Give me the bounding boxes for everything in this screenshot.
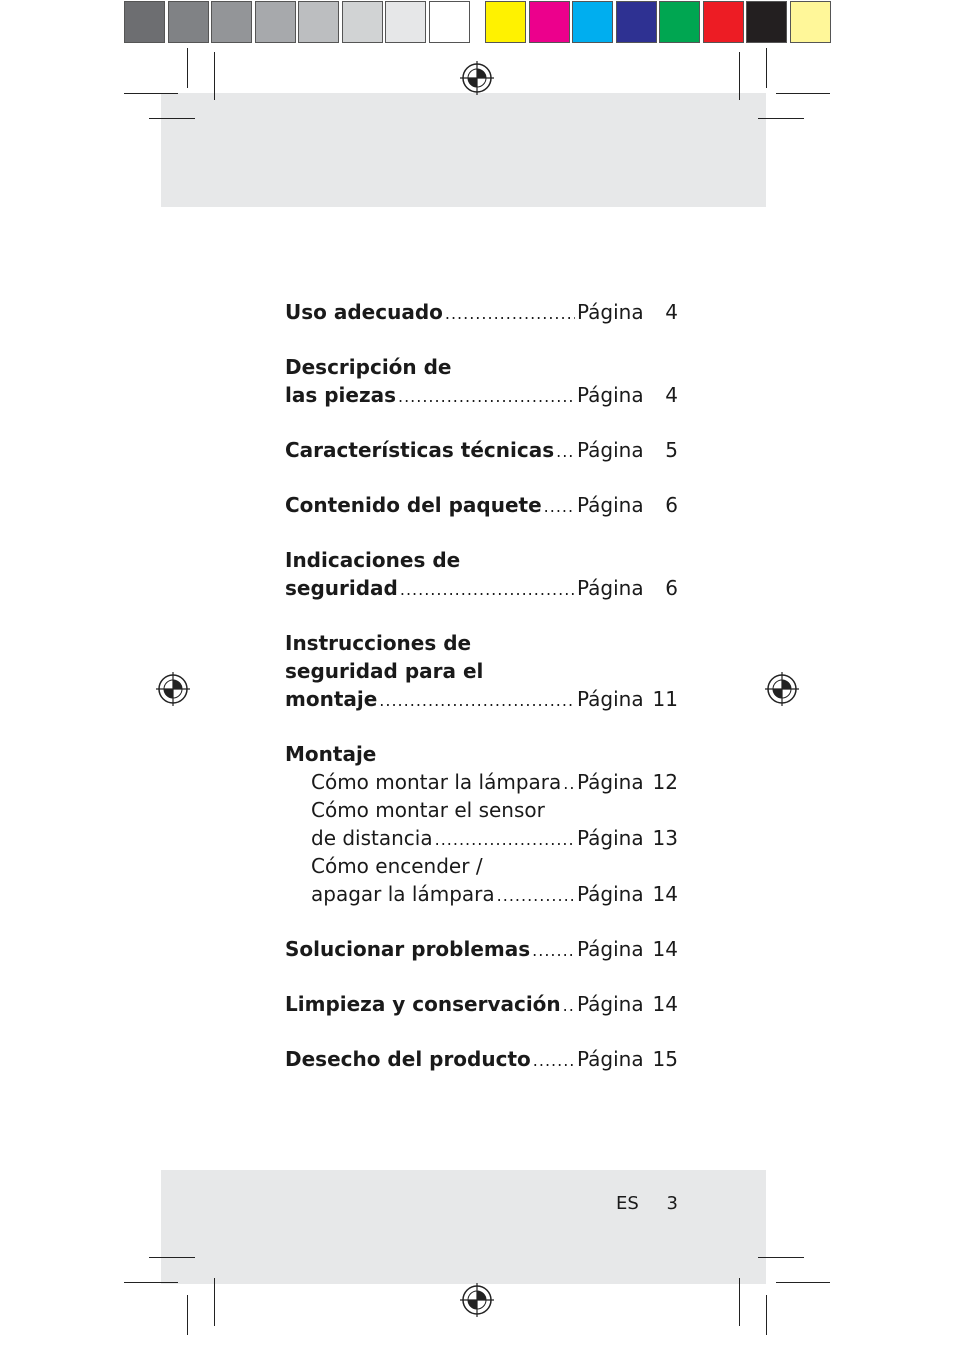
- crop-mark: [214, 52, 215, 100]
- toc-line: [285, 574, 678, 602]
- toc-line: [285, 796, 678, 824]
- toc-entry: [285, 629, 678, 713]
- color-swatch: [529, 1, 570, 43]
- toc-title: Cómo encender /: [311, 854, 483, 878]
- toc-page-number: 12: [652, 770, 678, 794]
- toc-page-number: 11: [652, 687, 678, 711]
- gray-swatch: [385, 1, 426, 43]
- toc-title: Indicaciones de: [285, 548, 461, 572]
- toc-line: [285, 353, 678, 381]
- gray-calibration-bar: [124, 1, 472, 45]
- gray-swatch: [255, 1, 296, 43]
- toc-line: [285, 935, 678, 963]
- toc-page-number: 6: [665, 493, 678, 517]
- footer-band: [161, 1170, 766, 1284]
- color-swatch: [616, 1, 657, 43]
- toc-page-number: 4: [665, 300, 678, 324]
- page-word: Página: [577, 937, 644, 961]
- dot-leader: [400, 576, 575, 604]
- toc-line: [285, 768, 678, 796]
- toc-entry: [285, 491, 678, 519]
- toc-title: Desecho del producto: [285, 1047, 531, 1071]
- toc-title: Limpieza y conservación: [285, 992, 561, 1016]
- toc-page-number: 6: [665, 576, 678, 600]
- crop-mark: [124, 93, 178, 94]
- dot-leader: [398, 383, 575, 411]
- crop-mark: [149, 1257, 195, 1258]
- page-word: Página: [577, 438, 644, 462]
- toc-line: [285, 1045, 678, 1073]
- toc-line: [285, 381, 678, 409]
- toc-line: [285, 880, 678, 908]
- table-of-contents: [285, 298, 678, 1100]
- gray-swatch: [342, 1, 383, 43]
- registration-mark-icon: [460, 61, 494, 95]
- toc-title: Características técnicas: [285, 438, 555, 462]
- toc-line: [285, 824, 678, 852]
- toc-title: Cómo montar la lámpara: [311, 770, 562, 794]
- page-footer: [616, 1193, 678, 1214]
- crop-mark: [187, 1295, 188, 1335]
- toc-title: Solucionar problemas: [285, 937, 531, 961]
- dot-leader: [533, 1047, 575, 1075]
- toc-title: seguridad para el: [285, 659, 484, 683]
- crop-mark: [187, 48, 188, 88]
- dot-leader: [556, 438, 575, 466]
- crop-mark: [124, 1282, 178, 1283]
- toc-page-number: 14: [652, 882, 678, 906]
- page-word: Página: [577, 826, 644, 850]
- page-word: Página: [577, 687, 644, 711]
- toc-page-number: 13: [652, 826, 678, 850]
- toc-line: [285, 629, 678, 657]
- color-swatch: [485, 1, 526, 43]
- toc-title: Descripción de: [285, 355, 452, 379]
- toc-entry: [285, 298, 678, 326]
- header-band: [161, 93, 766, 207]
- dot-leader: [379, 687, 575, 715]
- toc-page-number: 5: [665, 438, 678, 462]
- gray-swatch: [124, 1, 165, 43]
- crop-mark: [776, 1282, 830, 1283]
- gray-swatch: [298, 1, 339, 43]
- page-word: Página: [577, 576, 644, 600]
- toc-line: [285, 740, 678, 768]
- toc-line: [285, 546, 678, 574]
- toc-line: [285, 436, 678, 464]
- crop-mark: [149, 118, 195, 119]
- gray-swatch: [429, 1, 470, 43]
- crop-mark: [739, 1278, 740, 1326]
- toc-title: montaje: [285, 687, 378, 711]
- toc-line: [285, 685, 678, 713]
- toc-title: de distancia: [311, 826, 433, 850]
- dot-leader: [445, 300, 575, 328]
- page-word: Página: [577, 770, 644, 794]
- toc-entry: [285, 436, 678, 464]
- toc-entry: [285, 740, 678, 908]
- gray-swatch: [168, 1, 209, 43]
- crop-mark: [214, 1278, 215, 1326]
- dot-leader: [435, 826, 575, 854]
- page-word: Página: [577, 383, 644, 407]
- color-calibration-bar: [485, 1, 833, 45]
- crop-mark: [766, 48, 767, 88]
- color-swatch: [572, 1, 613, 43]
- color-swatch: [659, 1, 700, 43]
- toc-entry: [285, 990, 678, 1018]
- dot-leader: [544, 493, 575, 521]
- page-number: 3: [666, 1193, 678, 1214]
- crop-mark: [739, 52, 740, 100]
- dot-leader: [563, 770, 575, 798]
- toc-entry: [285, 935, 678, 963]
- toc-page-number: 14: [652, 992, 678, 1016]
- crop-mark: [766, 1295, 767, 1335]
- language-code: ES: [616, 1193, 639, 1214]
- page-word: Página: [577, 1047, 644, 1071]
- toc-page-number: 15: [652, 1047, 678, 1071]
- gray-swatch: [211, 1, 252, 43]
- toc-title: las piezas: [285, 383, 396, 407]
- toc-entry: [285, 546, 678, 602]
- color-swatch: [746, 1, 787, 43]
- registration-mark-icon: [156, 672, 190, 706]
- toc-line: [285, 852, 678, 880]
- page-word: Página: [577, 882, 644, 906]
- color-swatch: [703, 1, 744, 43]
- crop-mark: [776, 93, 830, 94]
- toc-page-number: 14: [652, 937, 678, 961]
- crop-mark: [758, 1257, 804, 1258]
- toc-title: Uso adecuado: [285, 300, 443, 324]
- registration-mark-icon: [765, 672, 799, 706]
- toc-title: Cómo montar el sensor: [311, 798, 545, 822]
- toc-entry: [285, 353, 678, 409]
- dot-leader: [563, 992, 575, 1020]
- toc-title: Contenido del paquete: [285, 493, 542, 517]
- toc-line: [285, 990, 678, 1018]
- page-word: Página: [577, 992, 644, 1016]
- toc-line: [285, 491, 678, 519]
- toc-title: Montaje: [285, 742, 377, 766]
- dot-leader: [497, 882, 575, 910]
- toc-page-number: 4: [665, 383, 678, 407]
- page-word: Página: [577, 300, 644, 324]
- toc-title: seguridad: [285, 576, 398, 600]
- toc-line: [285, 298, 678, 326]
- toc-title: Instrucciones de: [285, 631, 472, 655]
- toc-title: apagar la lámpara: [311, 882, 495, 906]
- dot-leader: [532, 937, 575, 965]
- registration-mark-icon: [460, 1283, 494, 1317]
- toc-entry: [285, 1045, 678, 1073]
- page-word: Página: [577, 493, 644, 517]
- crop-mark: [758, 118, 804, 119]
- toc-line: [285, 657, 678, 685]
- color-swatch: [790, 1, 831, 43]
